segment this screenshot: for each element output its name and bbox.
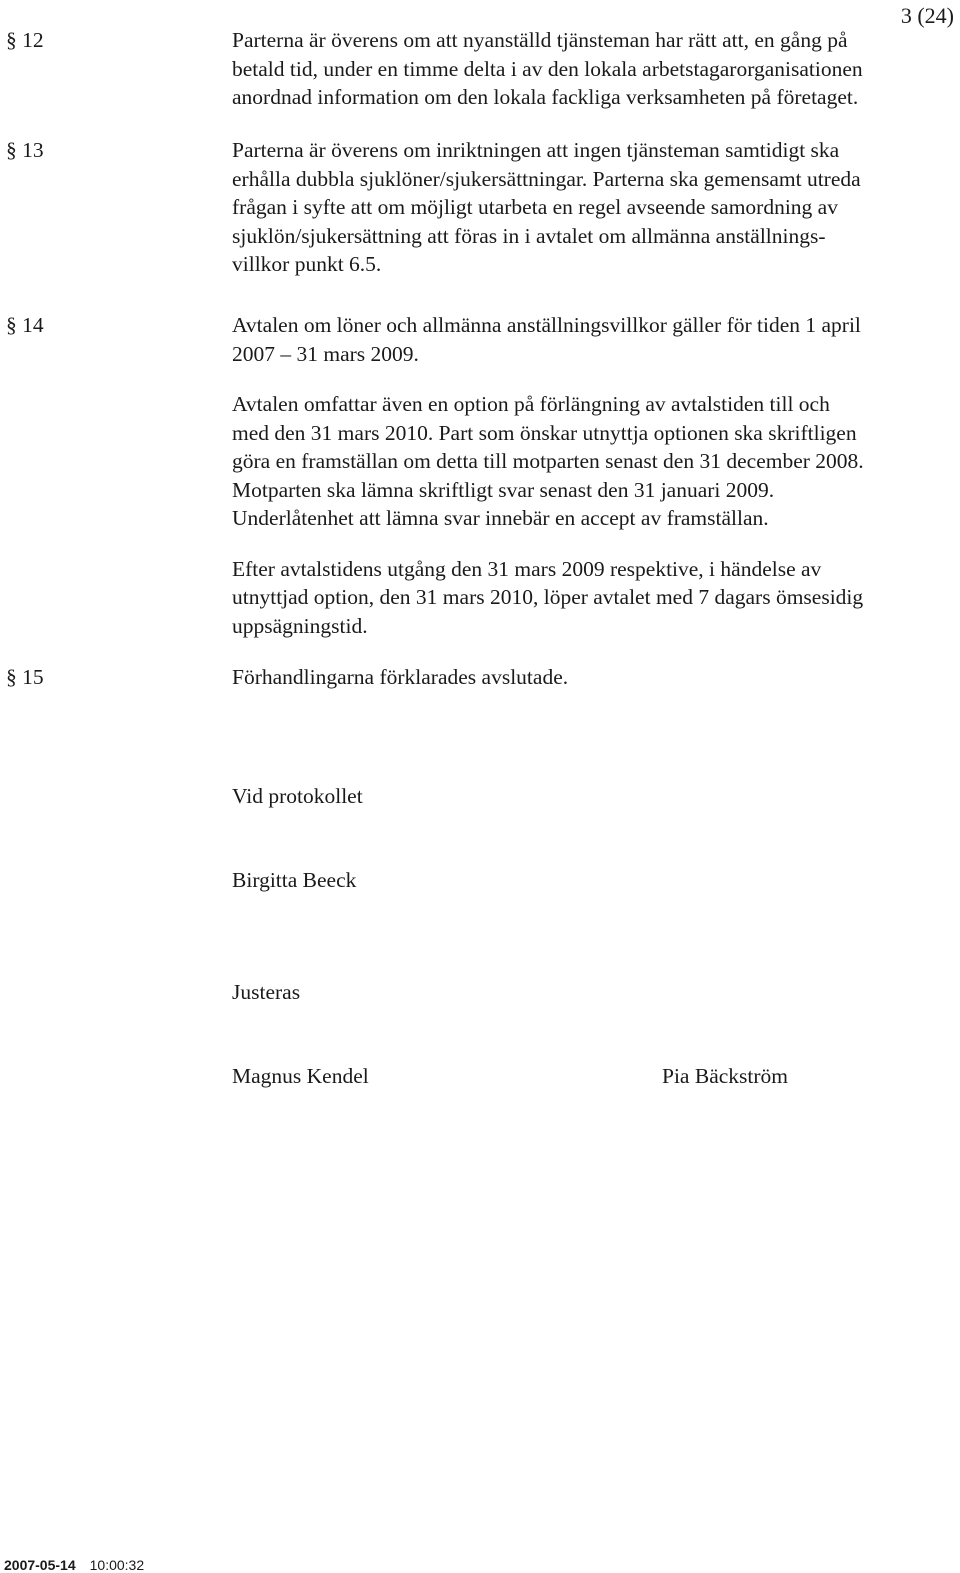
section-paragraph: Parterna är överens om att nyanställd tjänsteman har rätt att, en gång på betald tid, under en timme delta i av den lokala arbetstagarorganisationen anordnad information om den lokala fackliga verksamheten på företaget. <box>232 28 863 109</box>
section-paragraph: Parterna är överens om inriktningen att ingen tjänsteman samtidigt ska erhålla dubbla sjuklöner/sjukersättningar. Parterna ska gemensamt utreda frågan i syfte att om möjligt utarbeta en regel avseende samordning av sjuklön/sjukersättning att föras in i avtalet om allmänna anställnings- villkor punkt 6.5. <box>232 138 861 276</box>
footer-date: 2007-05-14 <box>4 1557 76 1573</box>
footer-time: 10:00:32 <box>89 1557 145 1573</box>
section-paragraph: Avtalen om löner och allmänna anställningsvillkor gäller för tiden 1 april 2007 – 31 mars 2009. <box>232 313 861 366</box>
section-body <box>232 26 948 112</box>
section-marker: § 14 <box>6 313 44 337</box>
verified-label: Justeras <box>232 980 301 1004</box>
verifier-name-1: Magnus Kendel <box>232 1064 369 1088</box>
section-marker: § 13 <box>6 138 44 162</box>
section-marker: § 12 <box>6 28 44 52</box>
section-body <box>232 136 948 279</box>
section-body <box>232 311 948 640</box>
page-number: 3 (24) <box>900 3 954 28</box>
section-body <box>232 663 948 692</box>
recorded-label: Vid protokollet <box>232 784 363 808</box>
section-marker: § 15 <box>6 665 44 689</box>
section-paragraph: Förhandlingarna förklarades avslutade. <box>232 665 569 689</box>
section-paragraph: Efter avtalstidens utgång den 31 mars 2009 respektive, i händelse av utnyttjad option, den 31 mars 2010, löper avtalet med 7 dagars ömsesidig uppsägningstid. <box>232 556 864 638</box>
recorder-name: Birgitta Beeck <box>232 868 357 892</box>
footer-timestamp <box>4 1557 144 1573</box>
verifier-name-2: Pia Bäckström <box>662 1064 788 1088</box>
section-paragraph: Avtalen omfattar även en option på förlängning av avtalstiden till och med den 31 mars 2010. Part som önskar utnyttja optionen ska skriftligen göra en framställan om detta till motparten senast den 31 december 2008. Motparten ska lämna skriftligt svar senast den 31 januari 2009. Underlåtenhet att lämna svar innebär en accept av framställan. <box>232 392 864 530</box>
